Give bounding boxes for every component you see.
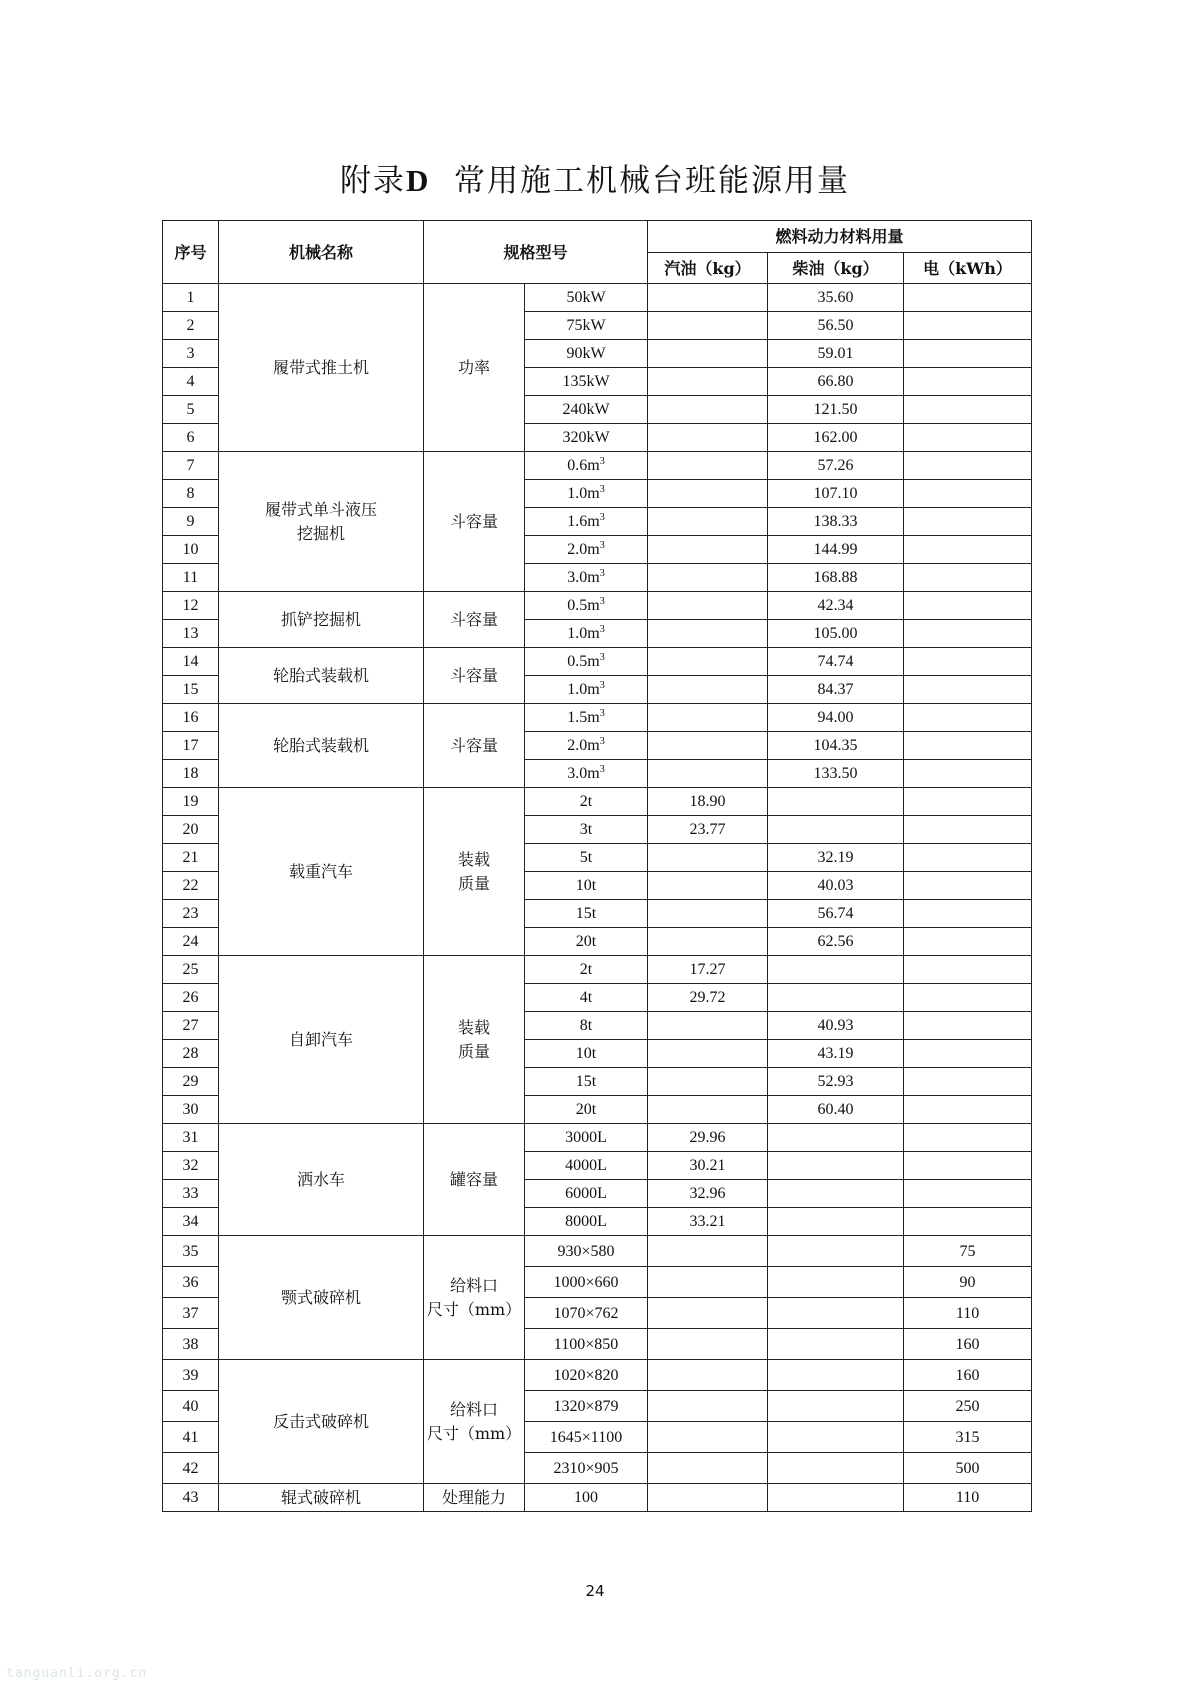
- title-text: 常用施工机械台班能源用量: [454, 163, 851, 199]
- spec-value: $0.5m^3$: [525, 648, 648, 676]
- electric-value: [904, 368, 1032, 396]
- electric-value: [904, 284, 1032, 312]
- spec-value: 1000×660: [525, 1267, 648, 1298]
- row-number: 26: [163, 984, 219, 1012]
- table-row: [163, 1236, 1032, 1267]
- spec-value: 20t: [525, 928, 648, 956]
- diesel-value: 107.10: [768, 480, 904, 508]
- electric-value: 250: [904, 1391, 1032, 1422]
- gasoline-value: [648, 648, 768, 676]
- diesel-value: [768, 1267, 904, 1298]
- gasoline-value: [648, 704, 768, 732]
- spec-parameter: 斗容量: [424, 704, 525, 788]
- gasoline-value: [648, 1484, 768, 1512]
- row-number: 41: [163, 1422, 219, 1453]
- table-row: [163, 648, 1032, 676]
- electric-value: [904, 1152, 1032, 1180]
- gasoline-value: [648, 452, 768, 480]
- machine-name: 履带式单斗液压 挖掘机: [219, 452, 424, 592]
- row-number: 43: [163, 1484, 219, 1512]
- electric-value: 160: [904, 1329, 1032, 1360]
- gasoline-value: [648, 1267, 768, 1298]
- spec-value: 15t: [525, 1068, 648, 1096]
- gasoline-value: [648, 732, 768, 760]
- header-gasoline: 汽油（kg）: [648, 253, 768, 284]
- machine-name: 辊式破碎机: [219, 1484, 424, 1512]
- machine-name: 抓铲挖掘机: [219, 592, 424, 648]
- table-row: [163, 452, 1032, 480]
- header-electric: 电（kWh）: [904, 253, 1032, 284]
- electric-value: [904, 956, 1032, 984]
- diesel-value: [768, 1422, 904, 1453]
- spec-value: 75kW: [525, 312, 648, 340]
- page-number: 24: [585, 1582, 605, 1600]
- electric-value: [904, 480, 1032, 508]
- diesel-value: [768, 1124, 904, 1152]
- diesel-value: 104.35: [768, 732, 904, 760]
- diesel-value: 162.00: [768, 424, 904, 452]
- spec-value: $2.0m^3$: [525, 732, 648, 760]
- machine-name: 洒水车: [219, 1124, 424, 1236]
- machine-name: 反击式破碎机: [219, 1360, 424, 1484]
- row-number: 35: [163, 1236, 219, 1267]
- electric-value: [904, 900, 1032, 928]
- header-spec: 规格型号: [424, 221, 648, 284]
- gasoline-value: [648, 340, 768, 368]
- gasoline-value: [648, 536, 768, 564]
- row-number: 3: [163, 340, 219, 368]
- diesel-value: [768, 1453, 904, 1484]
- machine-name: 自卸汽车: [219, 956, 424, 1124]
- spec-value: 1320×879: [525, 1391, 648, 1422]
- electric-value: 160: [904, 1360, 1032, 1391]
- gasoline-value: 18.90: [648, 788, 768, 816]
- row-number: 22: [163, 872, 219, 900]
- table-row: [163, 956, 1032, 984]
- title-prefix: 附录: [339, 163, 406, 199]
- spec-value: 1070×762: [525, 1298, 648, 1329]
- spec-value: 8000L: [525, 1208, 648, 1236]
- row-number: 28: [163, 1040, 219, 1068]
- gasoline-value: 29.72: [648, 984, 768, 1012]
- row-number: 1: [163, 284, 219, 312]
- electric-value: [904, 872, 1032, 900]
- electric-value: [904, 760, 1032, 788]
- spec-value: $1.0m^3$: [525, 620, 648, 648]
- row-number: 39: [163, 1360, 219, 1391]
- table-row: [163, 704, 1032, 732]
- electric-value: [904, 312, 1032, 340]
- row-number: 19: [163, 788, 219, 816]
- spec-value: $3.0m^3$: [525, 564, 648, 592]
- table-row: [163, 592, 1032, 620]
- gasoline-value: [648, 1096, 768, 1124]
- diesel-value: 84.37: [768, 676, 904, 704]
- electric-value: [904, 984, 1032, 1012]
- machine-name: 颚式破碎机: [219, 1236, 424, 1360]
- spec-parameter: 给料口 尺寸（mm）: [424, 1360, 525, 1484]
- spec-value: $3.0m^3$: [525, 760, 648, 788]
- diesel-value: [768, 1484, 904, 1512]
- row-number: 4: [163, 368, 219, 396]
- row-number: 12: [163, 592, 219, 620]
- spec-value: 2310×905: [525, 1453, 648, 1484]
- electric-value: [904, 1096, 1032, 1124]
- diesel-value: [768, 1152, 904, 1180]
- spec-parameter: 装载 质量: [424, 956, 525, 1124]
- electric-value: [904, 844, 1032, 872]
- diesel-value: 40.93: [768, 1012, 904, 1040]
- diesel-value: [768, 788, 904, 816]
- electric-value: [904, 816, 1032, 844]
- electric-value: 110: [904, 1298, 1032, 1329]
- gasoline-value: [648, 284, 768, 312]
- table-row: [163, 788, 1032, 816]
- gasoline-value: [648, 480, 768, 508]
- gasoline-value: [648, 676, 768, 704]
- gasoline-value: 32.96: [648, 1180, 768, 1208]
- spec-value: 240kW: [525, 396, 648, 424]
- electric-value: [904, 1068, 1032, 1096]
- machine-name: 载重汽车: [219, 788, 424, 956]
- spec-value: 8t: [525, 1012, 648, 1040]
- spec-parameter: 斗容量: [424, 648, 525, 704]
- row-number: 36: [163, 1267, 219, 1298]
- header-diesel: 柴油（kg）: [768, 253, 904, 284]
- electric-value: 75: [904, 1236, 1032, 1267]
- spec-value: 3t: [525, 816, 648, 844]
- gasoline-value: [648, 312, 768, 340]
- row-number: 37: [163, 1298, 219, 1329]
- header-machine-name: 机械名称: [219, 221, 424, 284]
- spec-value: 15t: [525, 900, 648, 928]
- row-number: 27: [163, 1012, 219, 1040]
- gasoline-value: [648, 1040, 768, 1068]
- row-number: 42: [163, 1453, 219, 1484]
- row-number: 14: [163, 648, 219, 676]
- row-number: 38: [163, 1329, 219, 1360]
- row-number: 16: [163, 704, 219, 732]
- electric-value: [904, 704, 1032, 732]
- diesel-value: [768, 1298, 904, 1329]
- diesel-value: 59.01: [768, 340, 904, 368]
- diesel-value: 121.50: [768, 396, 904, 424]
- spec-value: $1.5m^3$: [525, 704, 648, 732]
- electric-value: [904, 1208, 1032, 1236]
- diesel-value: 105.00: [768, 620, 904, 648]
- electric-value: [904, 1124, 1032, 1152]
- machine-name: 轮胎式装载机: [219, 648, 424, 704]
- diesel-value: 60.40: [768, 1096, 904, 1124]
- electric-value: 90: [904, 1267, 1032, 1298]
- gasoline-value: [648, 368, 768, 396]
- spec-value: 930×580: [525, 1236, 648, 1267]
- gasoline-value: [648, 564, 768, 592]
- spec-value: $2.0m^3$: [525, 536, 648, 564]
- diesel-value: [768, 1236, 904, 1267]
- diesel-value: [768, 1208, 904, 1236]
- table-row: [163, 284, 1032, 312]
- diesel-value: [768, 984, 904, 1012]
- machine-name: 轮胎式装载机: [219, 704, 424, 788]
- gasoline-value: [648, 396, 768, 424]
- spec-value: 100: [525, 1484, 648, 1512]
- electric-value: 500: [904, 1453, 1032, 1484]
- spec-value: 1100×850: [525, 1329, 648, 1360]
- electric-value: [904, 732, 1032, 760]
- spec-value: 90kW: [525, 340, 648, 368]
- electric-value: [904, 788, 1032, 816]
- spec-parameter: 处理能力: [424, 1484, 525, 1512]
- table-body: [163, 284, 1032, 1512]
- page-title: [0, 155, 1190, 200]
- spec-value: 20t: [525, 1096, 648, 1124]
- spec-value: $0.6m^3$: [525, 452, 648, 480]
- diesel-value: [768, 816, 904, 844]
- electric-value: [904, 648, 1032, 676]
- spec-value: 3000L: [525, 1124, 648, 1152]
- electric-value: [904, 508, 1032, 536]
- spec-value: 10t: [525, 872, 648, 900]
- diesel-value: 35.60: [768, 284, 904, 312]
- spec-value: $1.0m^3$: [525, 480, 648, 508]
- diesel-value: [768, 1360, 904, 1391]
- row-number: 33: [163, 1180, 219, 1208]
- gasoline-value: [648, 1236, 768, 1267]
- spec-value: 320kW: [525, 424, 648, 452]
- diesel-value: 168.88: [768, 564, 904, 592]
- diesel-value: 56.74: [768, 900, 904, 928]
- spec-value: $0.5m^3$: [525, 592, 648, 620]
- spec-value: 135kW: [525, 368, 648, 396]
- electric-value: [904, 1180, 1032, 1208]
- row-number: 40: [163, 1391, 219, 1422]
- row-number: 9: [163, 508, 219, 536]
- gasoline-value: [648, 424, 768, 452]
- gasoline-value: [648, 928, 768, 956]
- spec-value: 5t: [525, 844, 648, 872]
- row-number: 2: [163, 312, 219, 340]
- diesel-value: [768, 1329, 904, 1360]
- gasoline-value: 33.21: [648, 1208, 768, 1236]
- diesel-value: 144.99: [768, 536, 904, 564]
- spec-parameter: 斗容量: [424, 592, 525, 648]
- row-number: 8: [163, 480, 219, 508]
- diesel-value: 57.26: [768, 452, 904, 480]
- gasoline-value: [648, 1298, 768, 1329]
- spec-parameter: 装载 质量: [424, 788, 525, 956]
- spec-parameter: 斗容量: [424, 452, 525, 592]
- row-number: 25: [163, 956, 219, 984]
- electric-value: [904, 620, 1032, 648]
- gasoline-value: [648, 620, 768, 648]
- gasoline-value: [648, 1012, 768, 1040]
- header-fuel-group: 燃料动力材料用量: [648, 221, 1032, 253]
- gasoline-value: [648, 900, 768, 928]
- row-number: 7: [163, 452, 219, 480]
- row-number: 31: [163, 1124, 219, 1152]
- gasoline-value: [648, 760, 768, 788]
- gasoline-value: [648, 844, 768, 872]
- table-row: [163, 1484, 1032, 1512]
- spec-parameter: 给料口 尺寸（mm）: [424, 1236, 525, 1360]
- spec-parameter: 功率: [424, 284, 525, 452]
- gasoline-value: [648, 1329, 768, 1360]
- diesel-value: 62.56: [768, 928, 904, 956]
- electric-value: [904, 396, 1032, 424]
- gasoline-value: 29.96: [648, 1124, 768, 1152]
- gasoline-value: [648, 508, 768, 536]
- machine-name: 履带式推土机: [219, 284, 424, 452]
- row-number: 6: [163, 424, 219, 452]
- table-row: [163, 1124, 1032, 1152]
- gasoline-value: [648, 1391, 768, 1422]
- row-number: 23: [163, 900, 219, 928]
- row-number: 34: [163, 1208, 219, 1236]
- electric-value: [904, 452, 1032, 480]
- spec-value: 6000L: [525, 1180, 648, 1208]
- row-number: 5: [163, 396, 219, 424]
- gasoline-value: 30.21: [648, 1152, 768, 1180]
- spec-value: 2t: [525, 788, 648, 816]
- diesel-value: 32.19: [768, 844, 904, 872]
- diesel-value: 56.50: [768, 312, 904, 340]
- energy-usage-table: [162, 220, 1032, 1512]
- spec-value: 4000L: [525, 1152, 648, 1180]
- electric-value: 110: [904, 1484, 1032, 1512]
- spec-value: $1.6m^3$: [525, 508, 648, 536]
- diesel-value: 94.00: [768, 704, 904, 732]
- row-number: 11: [163, 564, 219, 592]
- header-seq: 序号: [163, 221, 219, 284]
- gasoline-value: [648, 1422, 768, 1453]
- spec-value: 50kW: [525, 284, 648, 312]
- row-number: 30: [163, 1096, 219, 1124]
- table-row: [163, 1360, 1032, 1391]
- electric-value: [904, 592, 1032, 620]
- gasoline-value: [648, 1068, 768, 1096]
- diesel-value: [768, 1391, 904, 1422]
- gasoline-value: [648, 592, 768, 620]
- electric-value: [904, 340, 1032, 368]
- row-number: 15: [163, 676, 219, 704]
- diesel-value: 133.50: [768, 760, 904, 788]
- spec-value: 1645×1100: [525, 1422, 648, 1453]
- row-number: 13: [163, 620, 219, 648]
- title-letter: D: [405, 163, 431, 198]
- electric-value: [904, 536, 1032, 564]
- electric-value: [904, 676, 1032, 704]
- gasoline-value: 23.77: [648, 816, 768, 844]
- electric-value: [904, 424, 1032, 452]
- spec-value: 2t: [525, 956, 648, 984]
- row-number: 21: [163, 844, 219, 872]
- diesel-value: [768, 1180, 904, 1208]
- row-number: 17: [163, 732, 219, 760]
- electric-value: [904, 928, 1032, 956]
- diesel-value: 40.03: [768, 872, 904, 900]
- watermark: tanguanli.org.cn: [6, 1666, 148, 1681]
- electric-value: [904, 1040, 1032, 1068]
- electric-value: [904, 564, 1032, 592]
- diesel-value: 138.33: [768, 508, 904, 536]
- electric-value: 315: [904, 1422, 1032, 1453]
- spec-value: 10t: [525, 1040, 648, 1068]
- diesel-value: 43.19: [768, 1040, 904, 1068]
- row-number: 18: [163, 760, 219, 788]
- spec-value: 4t: [525, 984, 648, 1012]
- diesel-value: 42.34: [768, 592, 904, 620]
- row-number: 10: [163, 536, 219, 564]
- gasoline-value: [648, 1453, 768, 1484]
- electric-value: [904, 1012, 1032, 1040]
- row-number: 32: [163, 1152, 219, 1180]
- spec-value: 1020×820: [525, 1360, 648, 1391]
- gasoline-value: [648, 872, 768, 900]
- gasoline-value: 17.27: [648, 956, 768, 984]
- spec-parameter: 罐容量: [424, 1124, 525, 1236]
- diesel-value: 74.74: [768, 648, 904, 676]
- diesel-value: 66.80: [768, 368, 904, 396]
- spec-value: $1.0m^3$: [525, 676, 648, 704]
- row-number: 20: [163, 816, 219, 844]
- gasoline-value: [648, 1360, 768, 1391]
- diesel-value: 52.93: [768, 1068, 904, 1096]
- row-number: 24: [163, 928, 219, 956]
- row-number: 29: [163, 1068, 219, 1096]
- diesel-value: [768, 956, 904, 984]
